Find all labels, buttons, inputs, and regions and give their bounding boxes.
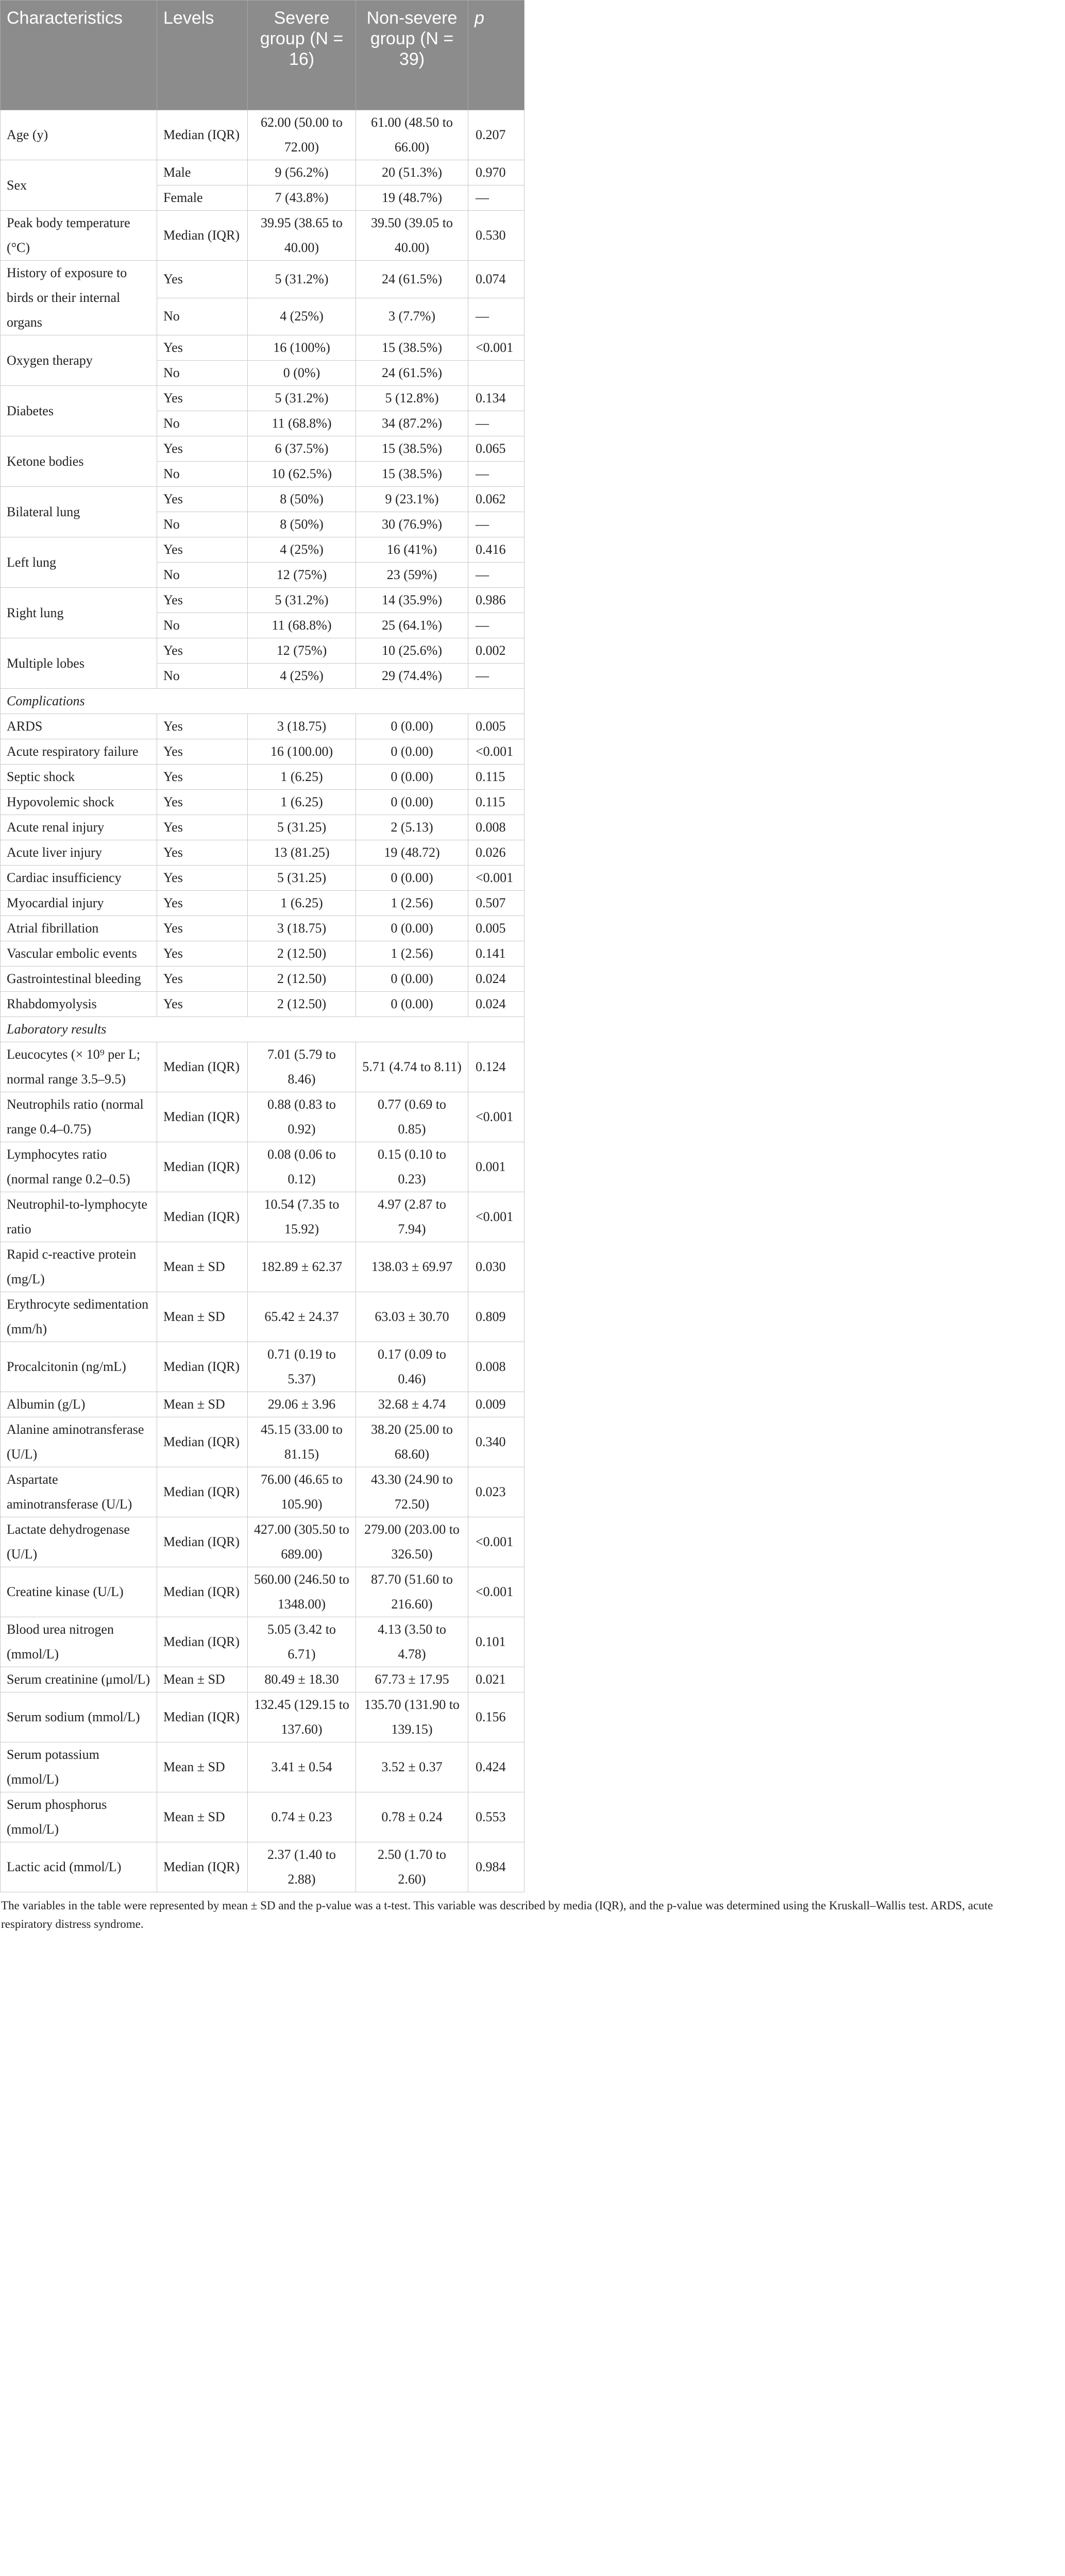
- severe-value-cell: 5 (31.2%): [248, 261, 356, 298]
- characteristic-cell: Atrial fibrillation: [1, 916, 157, 941]
- severe-value-cell: 0.08 (0.06 to 0.12): [248, 1142, 356, 1192]
- nonsevere-value-cell: 0 (0.00): [356, 967, 468, 992]
- header-p-value: p: [468, 1, 525, 110]
- characteristic-cell: Acute liver injury: [1, 840, 157, 866]
- table-row: [1, 992, 525, 1017]
- p-value-cell: 0.062: [468, 487, 525, 512]
- table-row: [1, 1242, 525, 1292]
- level-cell: Median (IQR): [157, 1517, 248, 1567]
- nonsevere-value-cell: 34 (87.2%): [356, 411, 468, 436]
- p-value-cell: <0.001: [468, 1517, 525, 1567]
- p-value-cell: —: [468, 298, 525, 335]
- p-value-cell: 0.340: [468, 1417, 525, 1467]
- table-row: [1, 335, 525, 361]
- characteristic-cell: Alanine aminotransferase (U/L): [1, 1417, 157, 1467]
- p-value-cell: 0.002: [468, 638, 525, 664]
- table-row: [1, 1567, 525, 1617]
- table-row: [1, 1467, 525, 1517]
- severe-value-cell: 80.49 ± 18.30: [248, 1667, 356, 1692]
- characteristic-cell: Multiple lobes: [1, 638, 157, 689]
- table-row: [1, 211, 525, 261]
- characteristic-cell: Rhabdomyolysis: [1, 992, 157, 1017]
- characteristic-cell: ARDS: [1, 714, 157, 739]
- characteristic-cell: Rapid c-reactive protein (mg/L): [1, 1242, 157, 1292]
- p-value-cell: 0.021: [468, 1667, 525, 1692]
- characteristic-cell: Leucocytes (× 10⁹ per L; normal range 3.5–9.5): [1, 1042, 157, 1092]
- severe-value-cell: 2 (12.50): [248, 941, 356, 967]
- characteristic-cell: Ketone bodies: [1, 436, 157, 487]
- table-row: [1, 638, 525, 664]
- nonsevere-value-cell: 15 (38.5%): [356, 462, 468, 487]
- table-row: [1, 1667, 525, 1692]
- table-row: [1, 261, 525, 298]
- table-row: [1, 588, 525, 613]
- severe-value-cell: 16 (100%): [248, 335, 356, 361]
- severe-value-cell: 1 (6.25): [248, 891, 356, 916]
- p-value-cell: —: [468, 411, 525, 436]
- p-value-cell: 0.009: [468, 1392, 525, 1417]
- header-characteristics: Characteristics: [1, 1, 157, 110]
- table-row: [1, 815, 525, 840]
- nonsevere-value-cell: 1 (2.56): [356, 941, 468, 967]
- table-row: [1, 1142, 525, 1192]
- severe-value-cell: 0.71 (0.19 to 5.37): [248, 1342, 356, 1392]
- table-row: [1, 487, 525, 512]
- table-row: [1, 891, 525, 916]
- characteristic-cell: Left lung: [1, 537, 157, 588]
- severe-value-cell: 1 (6.25): [248, 765, 356, 790]
- severe-value-cell: 29.06 ± 3.96: [248, 1392, 356, 1417]
- p-value-cell: <0.001: [468, 1567, 525, 1617]
- level-cell: Yes: [157, 537, 248, 563]
- level-cell: Median (IQR): [157, 1192, 248, 1242]
- table-row: [1, 160, 525, 185]
- nonsevere-value-cell: 32.68 ± 4.74: [356, 1392, 468, 1417]
- level-cell: Yes: [157, 739, 248, 765]
- section-header-row: [1, 689, 525, 714]
- characteristic-cell: Serum potassium (mmol/L): [1, 1742, 157, 1792]
- table-row: [1, 1042, 525, 1092]
- p-value-cell: 0.030: [468, 1242, 525, 1292]
- level-cell: Yes: [157, 992, 248, 1017]
- characteristic-cell: Lactic acid (mmol/L): [1, 1842, 157, 1892]
- characteristic-cell: Septic shock: [1, 765, 157, 790]
- table-row: [1, 537, 525, 563]
- level-cell: No: [157, 361, 248, 386]
- p-value-cell: <0.001: [468, 335, 525, 361]
- nonsevere-value-cell: 0 (0.00): [356, 866, 468, 891]
- severe-value-cell: 13 (81.25): [248, 840, 356, 866]
- characteristic-cell: Serum creatinine (μmol/L): [1, 1667, 157, 1692]
- nonsevere-value-cell: 14 (35.9%): [356, 588, 468, 613]
- p-value-cell: 0.065: [468, 436, 525, 462]
- level-cell: Yes: [157, 790, 248, 815]
- p-value-cell: 0.970: [468, 160, 525, 185]
- level-cell: No: [157, 411, 248, 436]
- p-value-cell: 0.023: [468, 1467, 525, 1517]
- severe-value-cell: 2.37 (1.40 to 2.88): [248, 1842, 356, 1892]
- nonsevere-value-cell: 23 (59%): [356, 563, 468, 588]
- severe-value-cell: 12 (75%): [248, 638, 356, 664]
- header-levels: Levels: [157, 1, 248, 110]
- severe-value-cell: 182.89 ± 62.37: [248, 1242, 356, 1292]
- level-cell: Yes: [157, 261, 248, 298]
- severe-value-cell: 10 (62.5%): [248, 462, 356, 487]
- p-value-cell: 0.024: [468, 992, 525, 1017]
- severe-value-cell: 1 (6.25): [248, 790, 356, 815]
- nonsevere-value-cell: 38.20 (25.00 to 68.60): [356, 1417, 468, 1467]
- nonsevere-value-cell: 0 (0.00): [356, 739, 468, 765]
- p-value-cell: —: [468, 563, 525, 588]
- level-cell: No: [157, 462, 248, 487]
- p-value-cell: 0.101: [468, 1617, 525, 1667]
- level-cell: Yes: [157, 765, 248, 790]
- severe-value-cell: 4 (25%): [248, 537, 356, 563]
- severe-value-cell: 0.88 (0.83 to 0.92): [248, 1092, 356, 1142]
- severe-value-cell: 5 (31.25): [248, 866, 356, 891]
- level-cell: Mean ± SD: [157, 1392, 248, 1417]
- characteristic-cell: Serum sodium (mmol/L): [1, 1692, 157, 1742]
- severe-value-cell: 132.45 (129.15 to 137.60): [248, 1692, 356, 1742]
- severe-value-cell: 76.00 (46.65 to 105.90): [248, 1467, 356, 1517]
- p-value-cell: 0.207: [468, 110, 525, 160]
- characteristic-cell: History of exposure to birds or their internal organs: [1, 261, 157, 335]
- characteristic-cell: Lymphocytes ratio (normal range 0.2–0.5): [1, 1142, 157, 1192]
- severe-value-cell: 10.54 (7.35 to 15.92): [248, 1192, 356, 1242]
- severe-value-cell: 11 (68.8%): [248, 613, 356, 638]
- severe-value-cell: 11 (68.8%): [248, 411, 356, 436]
- nonsevere-value-cell: 135.70 (131.90 to 139.15): [356, 1692, 468, 1742]
- nonsevere-value-cell: 25 (64.1%): [356, 613, 468, 638]
- p-value-cell: 0.134: [468, 386, 525, 411]
- level-cell: No: [157, 298, 248, 335]
- characteristic-cell: Diabetes: [1, 386, 157, 436]
- level-cell: Median (IQR): [157, 1417, 248, 1467]
- nonsevere-value-cell: 15 (38.5%): [356, 335, 468, 361]
- characteristic-cell: Aspartate aminotransferase (U/L): [1, 1467, 157, 1517]
- characteristic-cell: Procalcitonin (ng/mL): [1, 1342, 157, 1392]
- table-row: [1, 840, 525, 866]
- nonsevere-value-cell: 15 (38.5%): [356, 436, 468, 462]
- table-row: [1, 739, 525, 765]
- characteristic-cell: Lactate dehydrogenase (U/L): [1, 1517, 157, 1567]
- level-cell: No: [157, 563, 248, 588]
- table-row: [1, 790, 525, 815]
- nonsevere-value-cell: 29 (74.4%): [356, 664, 468, 689]
- level-cell: Yes: [157, 487, 248, 512]
- nonsevere-value-cell: 16 (41%): [356, 537, 468, 563]
- p-value-cell: <0.001: [468, 739, 525, 765]
- nonsevere-value-cell: 0.15 (0.10 to 0.23): [356, 1142, 468, 1192]
- p-value-cell: <0.001: [468, 1192, 525, 1242]
- level-cell: Median (IQR): [157, 1092, 248, 1142]
- characteristic-cell: Cardiac insufficiency: [1, 866, 157, 891]
- p-value-cell: 0.424: [468, 1742, 525, 1792]
- severe-value-cell: 3.41 ± 0.54: [248, 1742, 356, 1792]
- level-cell: Median (IQR): [157, 1567, 248, 1617]
- nonsevere-value-cell: 5 (12.8%): [356, 386, 468, 411]
- p-value-cell: 0.553: [468, 1792, 525, 1842]
- nonsevere-value-cell: 0.17 (0.09 to 0.46): [356, 1342, 468, 1392]
- nonsevere-value-cell: 19 (48.72): [356, 840, 468, 866]
- level-cell: Mean ± SD: [157, 1292, 248, 1342]
- table-row: [1, 1417, 525, 1467]
- nonsevere-value-cell: 4.97 (2.87 to 7.94): [356, 1192, 468, 1242]
- severe-value-cell: 7.01 (5.79 to 8.46): [248, 1042, 356, 1092]
- characteristic-cell: Erythrocyte sedimentation (mm/h): [1, 1292, 157, 1342]
- table-row: [1, 1617, 525, 1667]
- table-row: [1, 916, 525, 941]
- p-value-cell: 0.001: [468, 1142, 525, 1192]
- severe-value-cell: 427.00 (305.50 to 689.00): [248, 1517, 356, 1567]
- severe-value-cell: 12 (75%): [248, 563, 356, 588]
- p-value-cell: 0.074: [468, 261, 525, 298]
- nonsevere-value-cell: 9 (23.1%): [356, 487, 468, 512]
- p-value-cell: —: [468, 613, 525, 638]
- severe-value-cell: 4 (25%): [248, 298, 356, 335]
- severe-value-cell: 3 (18.75): [248, 916, 356, 941]
- level-cell: Median (IQR): [157, 1692, 248, 1742]
- severe-value-cell: 2 (12.50): [248, 967, 356, 992]
- level-cell: No: [157, 613, 248, 638]
- level-cell: No: [157, 512, 248, 537]
- severe-value-cell: 8 (50%): [248, 512, 356, 537]
- table-row: [1, 1192, 525, 1242]
- nonsevere-value-cell: 2 (5.13): [356, 815, 468, 840]
- level-cell: Yes: [157, 840, 248, 866]
- severe-value-cell: 6 (37.5%): [248, 436, 356, 462]
- p-value-cell: 0.008: [468, 1342, 525, 1392]
- nonsevere-value-cell: 24 (61.5%): [356, 361, 468, 386]
- nonsevere-value-cell: 67.73 ± 17.95: [356, 1667, 468, 1692]
- p-value-cell: 0.124: [468, 1042, 525, 1092]
- characteristic-cell: Hypovolemic shock: [1, 790, 157, 815]
- level-cell: Median (IQR): [157, 1617, 248, 1667]
- table-footnote: The variables in the table were represented by mean ± SD and the p-value was a t-test. This variable was described by media (IQR), and the p-value was determined using the Kruskall–Wallis test. ARDS, acute respiratory distress syndrome.: [1, 1899, 993, 1930]
- table-row: [1, 765, 525, 790]
- p-value-cell: 0.005: [468, 916, 525, 941]
- section-header-row: [1, 1017, 525, 1042]
- p-value-cell: 0.008: [468, 815, 525, 840]
- severe-value-cell: 16 (100.00): [248, 739, 356, 765]
- level-cell: Yes: [157, 638, 248, 664]
- p-value-cell: 0.530: [468, 211, 525, 261]
- nonsevere-value-cell: 0.78 ± 0.24: [356, 1792, 468, 1842]
- severe-value-cell: 5 (31.25): [248, 815, 356, 840]
- characteristic-cell: Right lung: [1, 588, 157, 638]
- level-cell: Yes: [157, 967, 248, 992]
- nonsevere-value-cell: 0.77 (0.69 to 0.85): [356, 1092, 468, 1142]
- characteristic-cell: Age (y): [1, 110, 157, 160]
- nonsevere-value-cell: 138.03 ± 69.97: [356, 1242, 468, 1292]
- characteristic-cell: Gastrointestinal bleeding: [1, 967, 157, 992]
- severe-value-cell: 39.95 (38.65 to 40.00): [248, 211, 356, 261]
- table-row: [1, 436, 525, 462]
- severe-value-cell: 8 (50%): [248, 487, 356, 512]
- severe-value-cell: 5 (31.2%): [248, 588, 356, 613]
- severe-value-cell: 560.00 (246.50 to 1348.00): [248, 1567, 356, 1617]
- level-cell: Yes: [157, 815, 248, 840]
- level-cell: Median (IQR): [157, 1042, 248, 1092]
- table-row: [1, 1742, 525, 1792]
- severe-value-cell: 62.00 (50.00 to 72.00): [248, 110, 356, 160]
- nonsevere-value-cell: 5.71 (4.74 to 8.11): [356, 1042, 468, 1092]
- section-label: Complications: [1, 689, 525, 714]
- severe-value-cell: 0.74 ± 0.23: [248, 1792, 356, 1842]
- level-cell: Median (IQR): [157, 211, 248, 261]
- level-cell: Female: [157, 185, 248, 211]
- p-value-cell: 0.024: [468, 967, 525, 992]
- severe-value-cell: 2 (12.50): [248, 992, 356, 1017]
- p-value-cell: [468, 361, 525, 386]
- section-label: Laboratory results: [1, 1017, 525, 1042]
- level-cell: Mean ± SD: [157, 1667, 248, 1692]
- table-header-row: [1, 1, 525, 110]
- nonsevere-value-cell: 0 (0.00): [356, 790, 468, 815]
- table-row: [1, 1392, 525, 1417]
- characteristic-cell: Neutrophils ratio (normal range 0.4–0.75): [1, 1092, 157, 1142]
- nonsevere-value-cell: 30 (76.9%): [356, 512, 468, 537]
- nonsevere-value-cell: 3 (7.7%): [356, 298, 468, 335]
- p-value-cell: 0.115: [468, 765, 525, 790]
- p-value-cell: <0.001: [468, 866, 525, 891]
- characteristic-cell: Blood urea nitrogen (mmol/L): [1, 1617, 157, 1667]
- table-row: [1, 1517, 525, 1567]
- p-value-cell: 0.986: [468, 588, 525, 613]
- p-value-cell: 0.416: [468, 537, 525, 563]
- p-value-cell: —: [468, 512, 525, 537]
- characteristics-table: [0, 0, 525, 1892]
- level-cell: Yes: [157, 916, 248, 941]
- p-value-cell: 0.507: [468, 891, 525, 916]
- p-value-cell: 0.141: [468, 941, 525, 967]
- table-row: [1, 866, 525, 891]
- table-row: [1, 1792, 525, 1842]
- p-value-cell: 0.005: [468, 714, 525, 739]
- nonsevere-value-cell: 24 (61.5%): [356, 261, 468, 298]
- level-cell: Yes: [157, 436, 248, 462]
- table-body: [1, 110, 525, 1892]
- nonsevere-value-cell: 1 (2.56): [356, 891, 468, 916]
- table-row: [1, 1342, 525, 1392]
- severe-value-cell: 4 (25%): [248, 664, 356, 689]
- level-cell: Median (IQR): [157, 1142, 248, 1192]
- p-value-cell: —: [468, 185, 525, 211]
- severe-value-cell: 5.05 (3.42 to 6.71): [248, 1617, 356, 1667]
- p-value-cell: 0.984: [468, 1842, 525, 1892]
- nonsevere-value-cell: 4.13 (3.50 to 4.78): [356, 1617, 468, 1667]
- severe-value-cell: 65.42 ± 24.37: [248, 1292, 356, 1342]
- nonsevere-value-cell: 0 (0.00): [356, 765, 468, 790]
- characteristic-cell: Oxygen therapy: [1, 335, 157, 386]
- p-value-cell: —: [468, 664, 525, 689]
- table-row: [1, 967, 525, 992]
- table-row: [1, 1842, 525, 1892]
- nonsevere-value-cell: 10 (25.6%): [356, 638, 468, 664]
- severe-value-cell: 9 (56.2%): [248, 160, 356, 185]
- characteristic-cell: Myocardial injury: [1, 891, 157, 916]
- characteristic-cell: Albumin (g/L): [1, 1392, 157, 1417]
- level-cell: Yes: [157, 335, 248, 361]
- table-row: [1, 1092, 525, 1142]
- nonsevere-value-cell: 87.70 (51.60 to 216.60): [356, 1567, 468, 1617]
- nonsevere-value-cell: 43.30 (24.90 to 72.50): [356, 1467, 468, 1517]
- characteristic-cell: Acute renal injury: [1, 815, 157, 840]
- p-value-cell: 0.156: [468, 1692, 525, 1742]
- nonsevere-value-cell: 0 (0.00): [356, 714, 468, 739]
- nonsevere-value-cell: 63.03 ± 30.70: [356, 1292, 468, 1342]
- level-cell: Mean ± SD: [157, 1792, 248, 1842]
- level-cell: Yes: [157, 386, 248, 411]
- characteristic-cell: Serum phosphorus (mmol/L): [1, 1792, 157, 1842]
- nonsevere-value-cell: 39.50 (39.05 to 40.00): [356, 211, 468, 261]
- table-row: [1, 714, 525, 739]
- level-cell: No: [157, 664, 248, 689]
- level-cell: Yes: [157, 891, 248, 916]
- level-cell: Yes: [157, 588, 248, 613]
- table-row: [1, 941, 525, 967]
- header-severe-group: Severe group (N = 16): [248, 1, 356, 110]
- nonsevere-value-cell: 279.00 (203.00 to 326.50): [356, 1517, 468, 1567]
- level-cell: Median (IQR): [157, 110, 248, 160]
- level-cell: Median (IQR): [157, 1842, 248, 1892]
- characteristic-cell: Vascular embolic events: [1, 941, 157, 967]
- severe-value-cell: 3 (18.75): [248, 714, 356, 739]
- p-value-cell: 0.115: [468, 790, 525, 815]
- p-value-cell: —: [468, 462, 525, 487]
- table-row: [1, 110, 525, 160]
- p-value-cell: 0.809: [468, 1292, 525, 1342]
- p-value-cell: 0.026: [468, 840, 525, 866]
- level-cell: Mean ± SD: [157, 1742, 248, 1792]
- characteristic-cell: Neutrophil-to-lymphocyte ratio: [1, 1192, 157, 1242]
- level-cell: Mean ± SD: [157, 1242, 248, 1292]
- nonsevere-value-cell: 19 (48.7%): [356, 185, 468, 211]
- table-row: [1, 1292, 525, 1342]
- nonsevere-value-cell: 61.00 (48.50 to 66.00): [356, 110, 468, 160]
- table-row: [1, 386, 525, 411]
- level-cell: Median (IQR): [157, 1342, 248, 1392]
- header-nonsevere-group: Non-severe group (N = 39): [356, 1, 468, 110]
- characteristic-cell: Acute respiratory failure: [1, 739, 157, 765]
- level-cell: Yes: [157, 941, 248, 967]
- severe-value-cell: 0 (0%): [248, 361, 356, 386]
- characteristic-cell: Bilateral lung: [1, 487, 157, 537]
- severe-value-cell: 5 (31.2%): [248, 386, 356, 411]
- characteristic-cell: Peak body temperature (°C): [1, 211, 157, 261]
- severe-value-cell: 7 (43.8%): [248, 185, 356, 211]
- table-row: [1, 1692, 525, 1742]
- characteristic-cell: Sex: [1, 160, 157, 211]
- severe-value-cell: 45.15 (33.00 to 81.15): [248, 1417, 356, 1467]
- nonsevere-value-cell: 20 (51.3%): [356, 160, 468, 185]
- characteristic-cell: Creatine kinase (U/L): [1, 1567, 157, 1617]
- nonsevere-value-cell: 3.52 ± 0.37: [356, 1742, 468, 1792]
- level-cell: Yes: [157, 866, 248, 891]
- nonsevere-value-cell: 2.50 (1.70 to 2.60): [356, 1842, 468, 1892]
- level-cell: Median (IQR): [157, 1467, 248, 1517]
- nonsevere-value-cell: 0 (0.00): [356, 992, 468, 1017]
- nonsevere-value-cell: 0 (0.00): [356, 916, 468, 941]
- level-cell: Yes: [157, 714, 248, 739]
- p-value-cell: <0.001: [468, 1092, 525, 1142]
- level-cell: Male: [157, 160, 248, 185]
